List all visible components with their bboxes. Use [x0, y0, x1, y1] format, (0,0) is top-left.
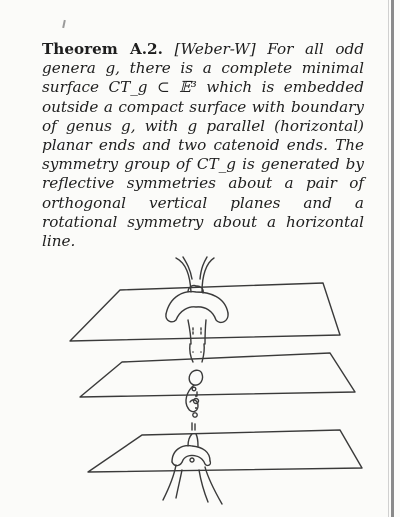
theorem-label: Theorem A.2.	[42, 40, 163, 58]
theorem-reference: [Weber-W]	[174, 40, 256, 58]
page-edge-line	[388, 0, 389, 517]
minimal-surface-sketch-icon	[0, 250, 400, 517]
theorem-statement: For all odd genera g, there is a complete minimal surface CT_g ⊂ 𝔼³ which is embedded outside a compact surface with boundary of genus g, with g parallel (horizontal) planar ends and two catenoid ends. The symmetry group of CT_g is generated by reflective symmetries about a pair of orthogonal vertical planes and a rotational symmetry about a horizontal line.	[42, 40, 365, 251]
scan-mark	[62, 20, 66, 28]
theorem-block	[42, 40, 364, 251]
page-edge-shadow	[391, 0, 394, 517]
